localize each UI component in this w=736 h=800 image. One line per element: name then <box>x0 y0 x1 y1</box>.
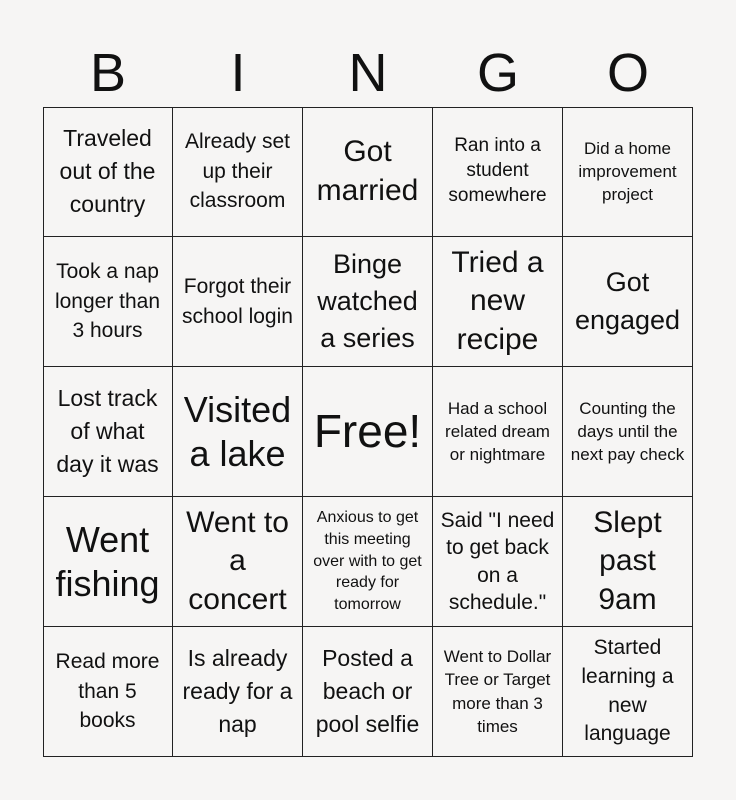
bingo-cell[interactable] <box>563 497 693 627</box>
cell-text: Went to a concert <box>186 505 289 616</box>
bingo-cell[interactable] <box>563 237 693 367</box>
cell-text: Got married <box>316 135 419 207</box>
bingo-cell[interactable] <box>303 237 433 367</box>
bingo-cell[interactable] <box>433 107 563 237</box>
bingo-cell[interactable] <box>563 627 693 757</box>
header-letter-b: B <box>89 43 127 103</box>
cell-text: Went fishing <box>55 518 160 604</box>
cell-text: Forgot their school login <box>182 275 293 328</box>
bingo-cell[interactable] <box>433 367 563 497</box>
cell-text: Said "I need to get back on a schedule." <box>440 508 555 614</box>
header-letter-i: I <box>230 43 246 103</box>
bingo-cell[interactable] <box>173 497 303 627</box>
header-letter-o: O <box>606 43 649 103</box>
cell-text: Went to Dollar Tree or Target more than 3 times <box>443 647 552 736</box>
bingo-cell[interactable] <box>303 107 433 237</box>
cell-text: Counting the days until the next pay check <box>570 398 685 465</box>
bingo-cell[interactable] <box>173 367 303 497</box>
cell-text: Took a nap longer than 3 hours <box>54 260 161 343</box>
cell-text: Binge watched a series <box>317 248 418 354</box>
cell-text: Ran into a student somewhere <box>448 135 547 206</box>
cell-text: Posted a beach or pool selfie <box>315 644 420 738</box>
bingo-cell[interactable] <box>43 627 173 757</box>
bingo-cell[interactable] <box>563 367 693 497</box>
header-letter-n: N <box>348 43 388 103</box>
bingo-cell[interactable] <box>303 497 433 627</box>
bingo-cell[interactable] <box>173 107 303 237</box>
cell-text: Already set up their classroom <box>184 130 291 213</box>
bingo-cell[interactable] <box>433 497 563 627</box>
bingo-cell[interactable] <box>43 497 173 627</box>
header-letter-g: G <box>476 43 519 103</box>
cell-text: Slept past 9am <box>593 505 662 616</box>
cell-text: Started learning a new language <box>581 635 674 746</box>
cell-text: Anxious to get this meeting over with to get ready for tomorrow <box>313 509 422 614</box>
bingo-board <box>43 107 693 757</box>
bingo-cell[interactable] <box>563 107 693 237</box>
cell-text: Traveled out of the country <box>59 124 156 218</box>
bingo-cell[interactable] <box>173 237 303 367</box>
free-space-text: Free! <box>313 405 422 458</box>
cell-text: Visited a lake <box>183 388 292 474</box>
bingo-cell[interactable] <box>433 237 563 367</box>
cell-text: Is already ready for a nap <box>182 644 293 738</box>
bingo-cell[interactable] <box>43 237 173 367</box>
bingo-cell[interactable] <box>173 627 303 757</box>
cell-text: Tried a new recipe <box>451 245 544 356</box>
free-space[interactable] <box>303 367 433 497</box>
cell-text: Had a school related dream or nightmare <box>445 398 550 465</box>
bingo-cell[interactable] <box>433 627 563 757</box>
cell-text: Lost track of what day it was <box>56 384 159 478</box>
bingo-header <box>43 40 693 106</box>
cell-text: Got engaged <box>574 267 681 335</box>
cell-text: Did a home improvement project <box>578 138 677 205</box>
bingo-cell[interactable] <box>303 627 433 757</box>
bingo-cell[interactable] <box>43 367 173 497</box>
bingo-cell[interactable] <box>43 107 173 237</box>
cell-text: Read more than 5 books <box>55 650 160 733</box>
